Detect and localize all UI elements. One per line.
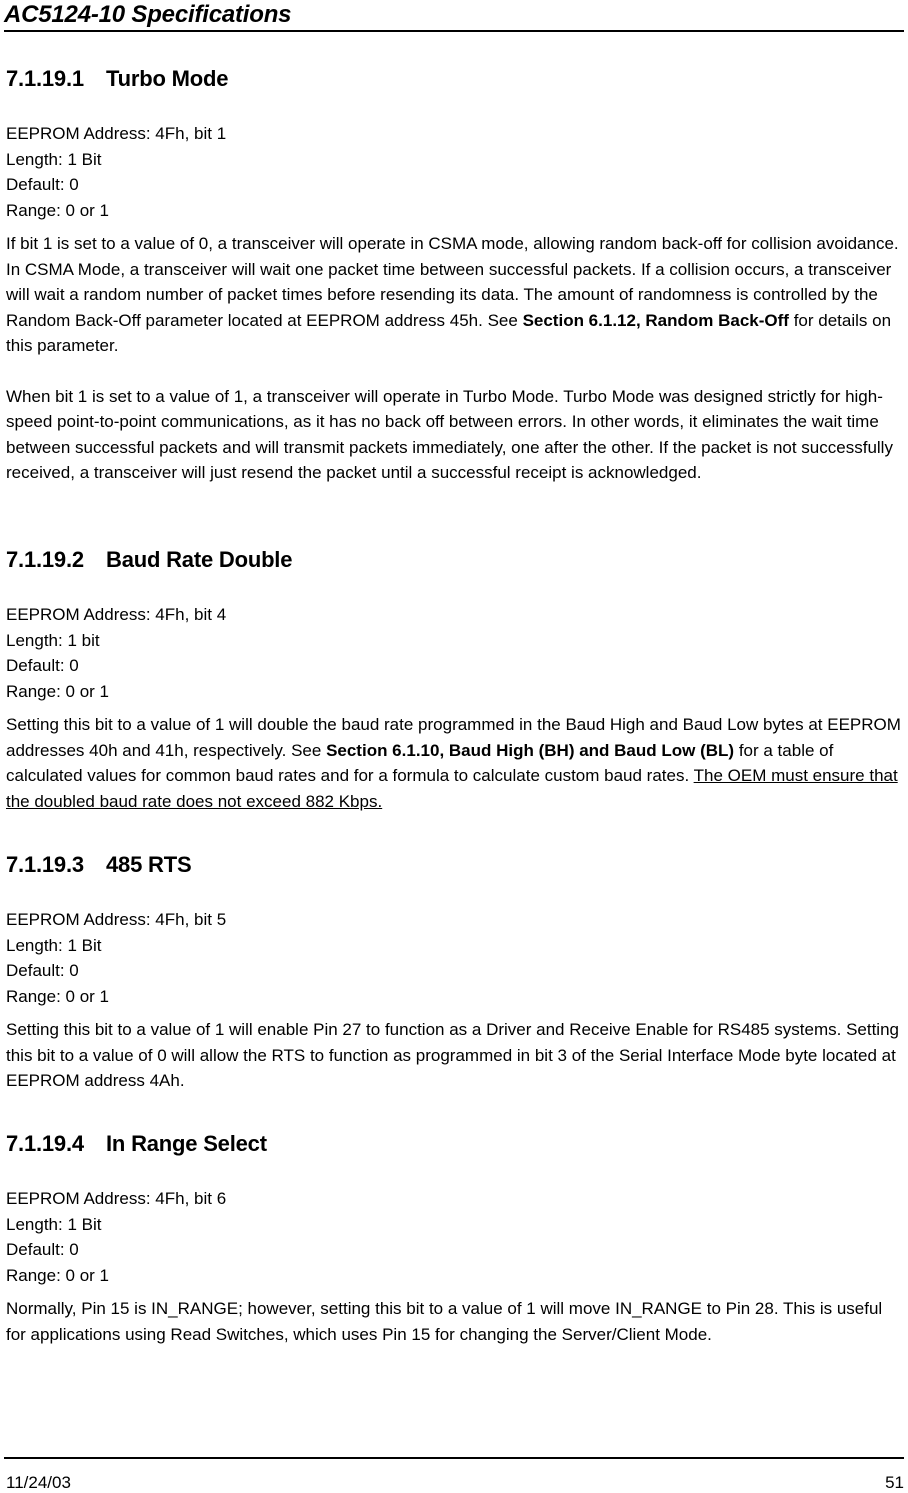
section-number: 7.1.19.2 <box>6 547 84 572</box>
section-heading <box>6 1131 902 1157</box>
spec-default: Default: 0 <box>6 175 79 194</box>
section-heading <box>6 66 902 92</box>
section-turbo-mode <box>6 66 902 486</box>
spec-list <box>6 1186 902 1288</box>
cross-reference-link[interactable]: Section 6.1.10, Baud High (BH) and Baud Low (BL) <box>326 740 735 760</box>
section-number: 7.1.19.1 <box>6 66 84 91</box>
spec-list <box>6 121 902 223</box>
section-485-rts <box>6 852 902 1094</box>
spec-default: Default: 0 <box>6 961 79 980</box>
spec-length: Length: 1 Bit <box>6 1214 102 1234</box>
spec-eeprom-address: EEPROM Address: 4Fh, bit 1 <box>6 124 227 143</box>
paragraph <box>6 231 902 359</box>
underlined-note: The OEM must ensure that the doubled baud rate does not exceed 882 Kbps. <box>6 766 898 811</box>
document-title: AC5124-10 Specifications <box>4 1 292 28</box>
section-title: Turbo Mode <box>106 66 229 91</box>
spec-length: Length: 1 bit <box>6 630 100 650</box>
cross-reference-link[interactable]: Section 6.1.12, Random Back-Off <box>522 310 789 330</box>
spec-range: Range: 0 or 1 <box>6 681 110 701</box>
paragraph-text: for details on this parameter. <box>6 310 892 355</box>
paragraph: Normally, Pin 15 is IN_RANGE; however, setting this bit to a value of 1 will move IN_RANGE to Pin 28. This is useful for applications using Read Switches, which uses Pin 15 for changing the Server/Client Mode. <box>6 1299 883 1344</box>
paragraph: When bit 1 is set to a value of 1, a transceiver will operate in Turbo Mode. Turbo Mode was designed strictly for high-speed point-to-point communications, as it has no back off between errors. In other words, it eliminates the wait time between successful packets and will transmit packets immediately, one after the other. If the packet is not successfully received, a transceiver will just resend the packet until a successful receipt is acknowledged. <box>6 386 893 482</box>
page-footer <box>4 1457 904 1492</box>
spec-list <box>6 907 902 1009</box>
section-heading <box>6 852 902 878</box>
spec-eeprom-address: EEPROM Address: 4Fh, bit 6 <box>6 1189 227 1208</box>
spec-length: Length: 1 Bit <box>6 935 102 955</box>
spec-default: Default: 0 <box>6 1240 79 1259</box>
section-heading <box>6 547 902 573</box>
spec-default: Default: 0 <box>6 656 79 675</box>
section-title: Baud Rate Double <box>106 547 293 572</box>
page-number: 51 <box>885 1473 904 1492</box>
spec-range: Range: 0 or 1 <box>6 1265 110 1285</box>
paragraph-text: for a table of calculated values for common baud rates and for a formula to calculate custom baud rates. <box>6 740 834 785</box>
section-title: 485 RTS <box>106 852 192 877</box>
paragraph-text: Setting this bit to a value of 1 will double the baud rate programmed in the Baud High and Baud Low bytes at EEPROM addresses 40h and 41h, respectively. See <box>6 715 901 760</box>
spec-range: Range: 0 or 1 <box>6 200 110 220</box>
section-in-range-select <box>6 1131 902 1347</box>
footer-date: 11/24/03 <box>6 1473 71 1492</box>
section-baud-rate-double <box>6 547 902 814</box>
paragraph <box>6 712 902 814</box>
section-title: In Range Select <box>106 1131 267 1156</box>
section-number: 7.1.19.4 <box>6 1131 84 1156</box>
paragraph: Setting this bit to a value of 1 will enable Pin 27 to function as a Driver and Receive Enable for RS485 systems. Setting this bit to a value of 0 will allow the RTS to function as programmed in bit 3 of the Serial Interface Mode byte located at EEPROM address 4Ah. <box>6 1020 899 1090</box>
section-number: 7.1.19.3 <box>6 852 84 877</box>
spec-eeprom-address: EEPROM Address: 4Fh, bit 5 <box>6 910 227 929</box>
spec-list <box>6 602 902 704</box>
paragraph-text: If bit 1 is set to a value of 0, a transceiver will operate in CSMA mode, allowing random back-off for collision avoidance. In CSMA Mode, a transceiver will wait one packet time between successful packets. If a collision occurs, a transceiver will wait a random number of packet times before resending its data. The amount of randomness is controlled by the Random Back-Off parameter located at EEPROM address 45h. See <box>6 234 899 330</box>
page-header <box>4 0 904 32</box>
spec-range: Range: 0 or 1 <box>6 986 110 1006</box>
spec-eeprom-address: EEPROM Address: 4Fh, bit 4 <box>6 605 227 624</box>
spec-length: Length: 1 Bit <box>6 149 102 169</box>
